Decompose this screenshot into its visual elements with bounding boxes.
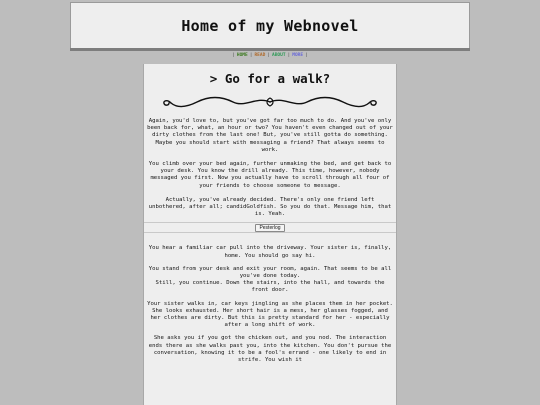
story-paragraph: Still, you continue. Down the stairs, into the hall, and towards the front door. <box>155 280 385 294</box>
nav-link-read[interactable]: READ <box>254 53 266 58</box>
story-section-top <box>144 118 396 218</box>
nav-separator: | <box>249 53 253 58</box>
site-header <box>70 2 470 49</box>
nav-separator: | <box>267 53 270 58</box>
site-title: Home of my Webnovel <box>181 16 359 35</box>
story-paragraph: You stand from your desk and exit your room, again. That seems to be all you've done today. <box>148 265 392 280</box>
story-paragraph: Again, you'd love to, but you've got far too much to do. And you've only been back for, what, an hour or two? You haven't even changed out of your dirty clothes from the last one! But, you've still gotta do something. Maybe you should start with messaging a friend? That always seems to work. <box>147 118 393 153</box>
story-paragraph: She asks you if you got the chicken out, and you nod. The interaction ends there as she walks past you, into the kitchen. You don't pursue the conversation, knowing it to be a fool's errand - one likely to end in strife. You wish it <box>148 335 392 364</box>
header-shadow <box>70 48 470 51</box>
nav-separator: | <box>232 53 235 58</box>
pesterlog-button[interactable]: Pesterlog <box>255 224 284 232</box>
flourish-divider <box>161 95 379 109</box>
nav-separator: | <box>287 53 291 58</box>
content-panel <box>143 64 397 405</box>
nav-bar <box>0 52 540 60</box>
nav-link-about[interactable]: ABOUT <box>272 53 286 58</box>
story-paragraph: You climb over your bed again, further unmaking the bed, and get back to your desk. You know the drill already. This time, however, nobody messaged you first. Now you actually have to scroll through all four of your friends to choose someone to message. <box>148 161 392 189</box>
story-paragraph: You hear a familiar car pull into the driveway. Your sister is, finally, home. You should go say hi. <box>148 245 392 259</box>
story-section-bottom <box>144 245 396 364</box>
pesterlog-bar <box>144 222 396 233</box>
nav-link-more[interactable]: MORE <box>292 53 304 58</box>
story-paragraph: Actually, you've already decided. There's only one friend left unbothered, after all; candidGoldfish. So you do that. Message him, that is. Yeah. <box>148 196 392 218</box>
nav-link-home[interactable]: HOME <box>236 53 248 58</box>
story-paragraph: She looks exhausted. Her short hair is a mess, her glasses fogged, and her clothes are dirty. But this is pretty standard for her - especially after a long shift of work. <box>150 307 390 329</box>
page-title: > Go for a walk? <box>209 71 331 86</box>
story-paragraph: Your sister walks in, car keys jingling as she places them in her pocket. <box>147 300 393 307</box>
nav-separator: | <box>305 53 308 58</box>
